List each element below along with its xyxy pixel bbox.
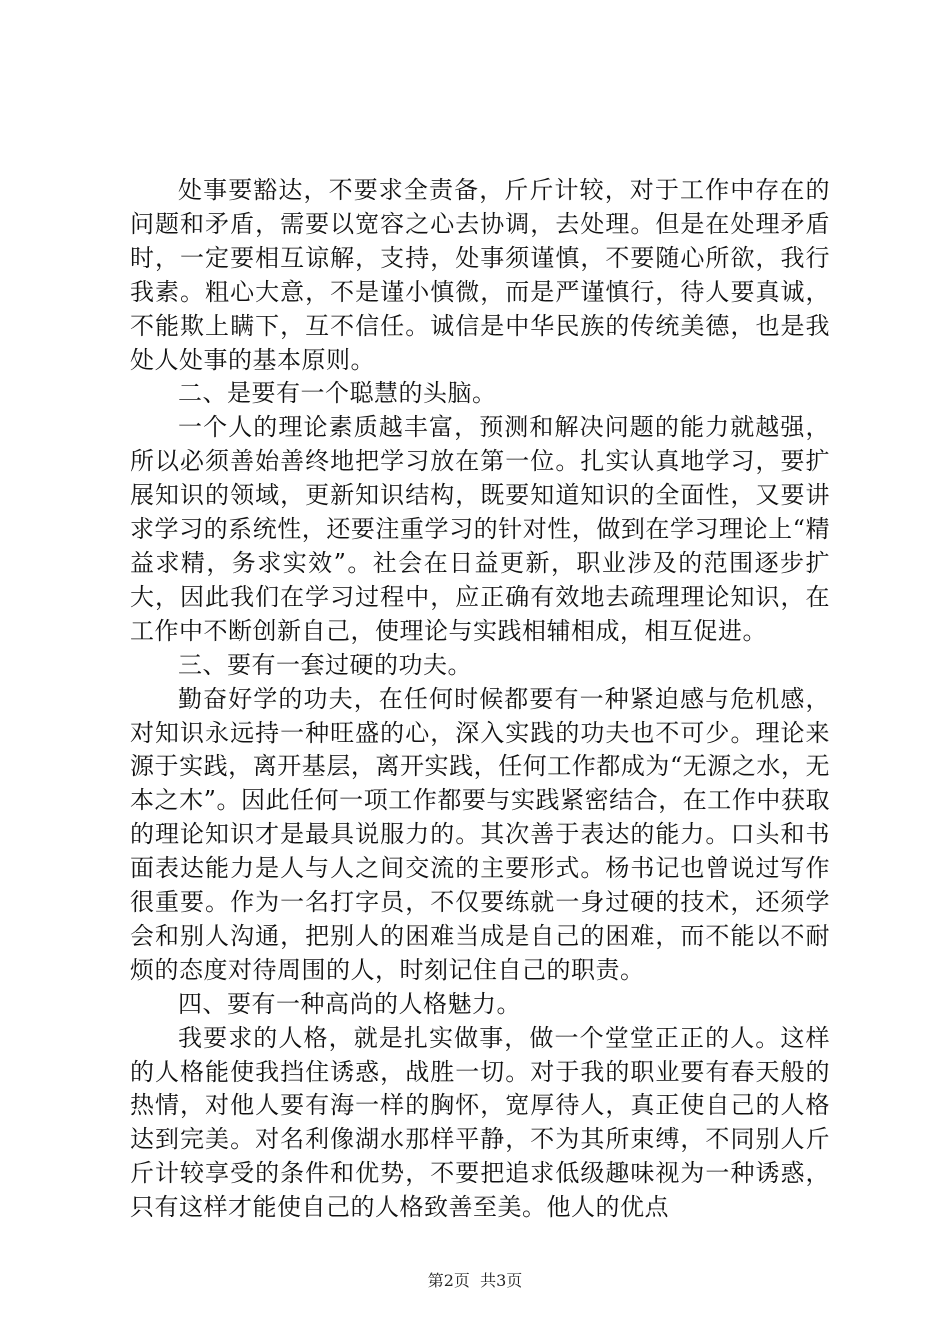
paragraph-tolerance: 处事要豁达，不要求全责备，斤斤计较，对于工作中存在的问题和矛盾，需要以宽容之心去协调，去处理。但是在处理矛盾时，一定要相互谅解，支持，处事须谨慎，不要随心所欲，我行我素。粗心大意，不是谨小慎微，而是严谨慎行，待人要真诚，不能欺上瞒下，互不信任。诚信是中华民族的传统美德，也是我处人处事的基本原则。 [130, 176, 830, 374]
heading-two-wise-mind: 二、是要有一个聪慧的头脑。 [178, 379, 497, 408]
body-text [130, 174, 830, 1225]
paragraph-theory-study: 一个人的理论素质越丰富，预测和解决问题的能力就越强，所以必须善始善终地把学习放在第一位。扎实认真地学习，要扩展知识的领域，更新知识结构，既要知道知识的全面性，又要讲求学习的系统性，还要注重学习的针对性，做到在学习理论上“精益求精，务求实效”。社会在日益更新，职业涉及的范围逐步扩大，因此我们在学习过程中，应正确有效地去疏理理论知识，在工作中不断创新自己，使理论与实践相辅相成，相互促进。 [130, 413, 830, 645]
heading-three-solid-skills: 三、要有一套过硬的功夫。 [178, 650, 472, 679]
paragraph-diligence-practice: 勤奋好学的功夫，在任何时候都要有一种紧迫感与危机感，对知识永远持一种旺盛的心，深入实践的功夫也不可少。理论来源于实践，离开基层，离开实践，任何工作都成为“无源之水，无本之木”。因此任何一项工作都要与实践紧密结合，在工作中获取的理论知识才是最具说服力的。其次善于表达的能力。口头和书面表达能力是人与人之间交流的主要形式。杨书记也曾说过写作很重要。作为一名打字员，不仅要练就一身过硬的技术，还须学会和别人沟通，把别人的困难当成是自己的困难，而不能以不耐烦的态度对待周围的人，时刻记住自己的职责。 [130, 684, 830, 984]
heading-four-personality: 四、要有一种高尚的人格魅力。 [178, 989, 521, 1018]
paragraph-personality: 我要求的人格，就是扎实做事，做一个堂堂正正的人。这样的人格能使我挡住诱惑，战胜一切。对于我的职业要有春天般的热情，对他人要有海一样的胸怀，宽厚待人，真正使自己的人格达到完美。对名利像湖水那样平静，不为其所束缚，不同别人斤斤计较享受的条件和优势，不要把追求低级趣味视为一种诱惑，只有这样才能使自己的人格致善至美。他人的优点 [130, 1023, 830, 1222]
page-number-footer: 第2页 共3页 [427, 1271, 523, 1290]
